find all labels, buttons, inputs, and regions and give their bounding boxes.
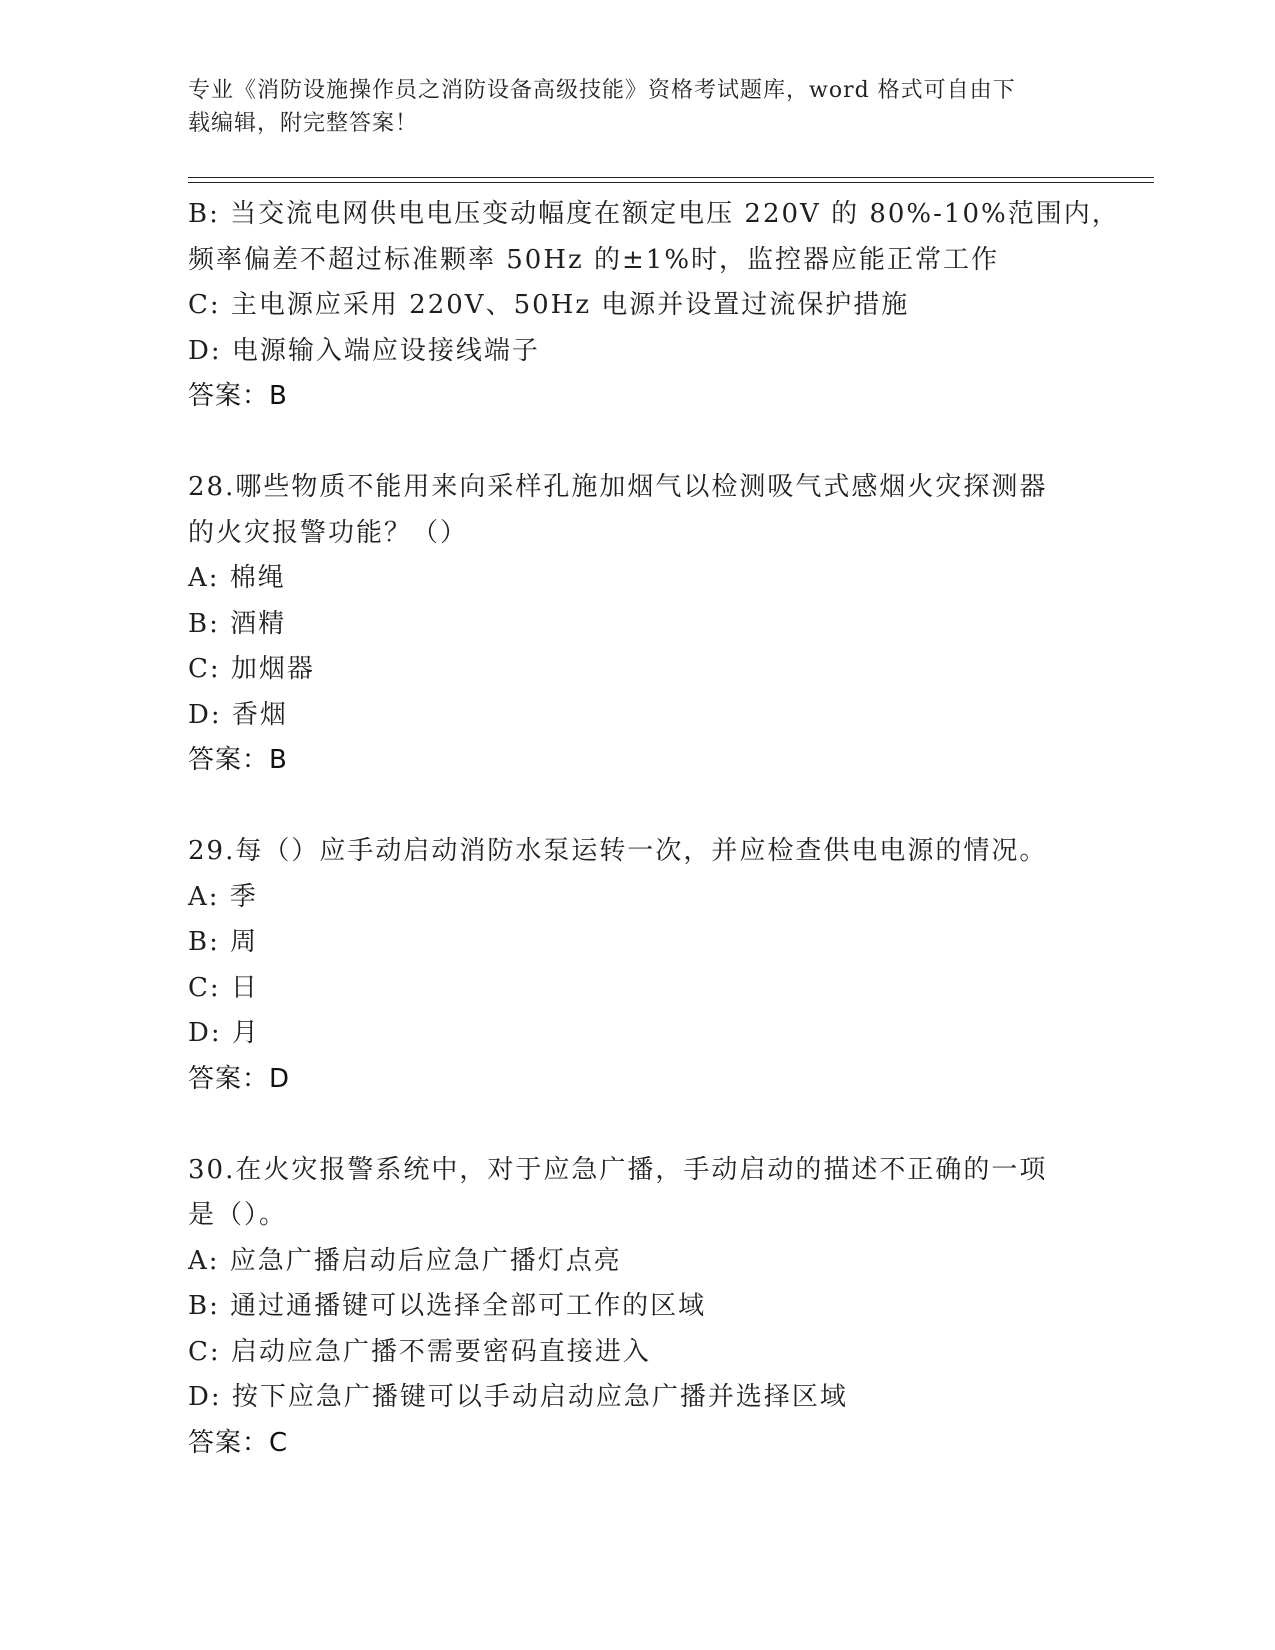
- answer: 答案：B: [188, 381, 288, 411]
- question-stem-line-1: 29.每（）应手动启动消防水泵运转一次，并应检查供电电源的情况。: [188, 836, 1048, 866]
- answer: 答案：C: [188, 1427, 289, 1458]
- option-b-line-1: B: 当交流电网供电电压变动幅度在额定电压 220V 的 80%-10%范围内，: [188, 199, 1120, 229]
- option-b: B: 通过通播键可以选择全部可工作的区域: [188, 1291, 707, 1321]
- option-c: C: 加烟器: [188, 654, 315, 684]
- question-content: [188, 192, 1120, 1466]
- spacer: [188, 420, 1088, 466]
- header-divider-top: [188, 177, 1154, 178]
- question-block-prev: [188, 192, 1120, 420]
- answer: 答案：D: [188, 1063, 291, 1094]
- question-block-28: [188, 465, 1088, 784]
- question-stem-line-1: 28.哪些物质不能用来向采样孔施加烟气以检测吸气式感烟火灾探测器: [188, 472, 1048, 502]
- document-header: [188, 74, 1068, 140]
- option-b-line-2: 频率偏差不超过标准颗率 50Hz 的±1%时，监控器应能正常工作: [188, 244, 1000, 275]
- answer: 答案：B: [188, 745, 288, 775]
- spacer: [188, 1102, 1088, 1148]
- option-c: C: 启动应急广播不需要密码直接进入: [188, 1336, 651, 1367]
- option-b: B: 周: [188, 927, 259, 957]
- option-d: D: 月: [188, 1018, 260, 1048]
- header-line-1: 专业《消防设施操作员之消防设备高级技能》资格考试题库，word 格式可自由下: [188, 78, 1016, 103]
- option-d: D: 香烟: [188, 699, 288, 730]
- option-b: B: 酒精: [188, 608, 287, 639]
- header-divider-bottom: [188, 182, 1154, 183]
- option-c: C: 主电源应采用 220V、50Hz 电源并设置过流保护措施: [188, 290, 910, 320]
- spacer: [188, 784, 1088, 830]
- header-line-2: 载编辑，附完整答案！: [188, 111, 419, 136]
- option-a: A: 棉绳: [188, 563, 286, 593]
- option-c: C: 日: [188, 972, 259, 1003]
- option-a: A: 应急广播启动后应急广播灯点亮: [188, 1245, 622, 1276]
- question-block-29: [188, 829, 1088, 1102]
- question-stem-line-1: 30.在火灾报警系统中，对于应急广播，手动启动的描述不正确的一项: [188, 1154, 1048, 1185]
- option-a: A: 季: [188, 881, 258, 912]
- option-d: D: 电源输入端应设接线端子: [188, 335, 540, 366]
- question-block-30: [188, 1148, 1088, 1467]
- option-d: D: 按下应急广播键可以手动启动应急广播并选择区域: [188, 1382, 848, 1412]
- question-stem-line-2: 是（）。: [188, 1200, 288, 1230]
- question-stem-line-2: 的火灾报警功能？（）: [188, 517, 469, 548]
